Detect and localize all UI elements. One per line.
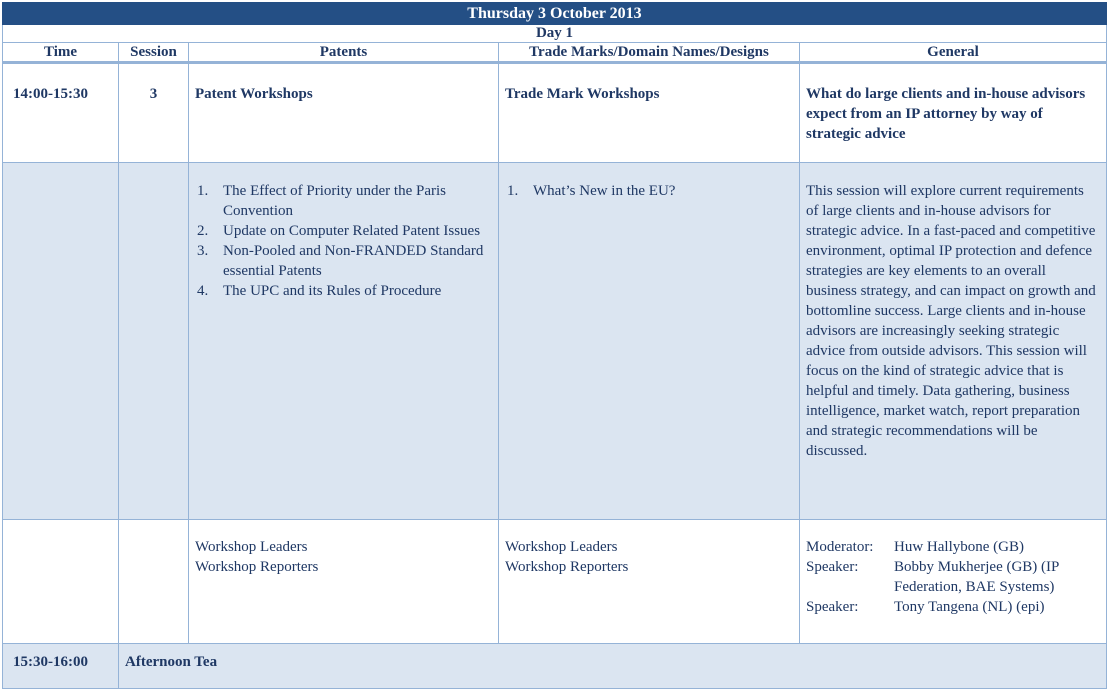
list-item: 1. What’s New in the EU? [507, 183, 676, 199]
date-header-row [3, 3, 1107, 25]
trademarks-people-cell [499, 520, 800, 644]
patent-topics-list [195, 181, 492, 301]
schedule-table [2, 2, 1107, 689]
column-header-row [3, 43, 1107, 63]
date-title: Thursday 3 October 2013 [3, 3, 1107, 25]
trademarks-title: Trade Mark Workshops [499, 63, 800, 163]
patent-topics-cell [189, 163, 499, 520]
list-item: 2. Update on Computer Related Patent Issues [197, 223, 481, 239]
people-session-empty [119, 520, 189, 644]
break-row [3, 644, 1107, 689]
day-label: Day 1 [3, 25, 1107, 43]
break-time: 15:30-16:00 [3, 644, 119, 689]
header-time: Time [3, 43, 119, 63]
detail-time-empty [3, 163, 119, 520]
break-label: Afternoon Tea [119, 644, 1107, 689]
list-item: 1. The Effect of Priority under the Paris Convention [197, 183, 446, 219]
list-item: 3. Non-Pooled and Non-FRANDED Standard essential Patents [197, 243, 484, 279]
moderator-line: Moderator: Huw Hallybone (GB) [806, 539, 1024, 555]
speaker-line: Speaker: Tony Tangena (NL) (epi) [806, 599, 1045, 615]
trademark-topics-list [505, 181, 793, 201]
header-trademarks: Trade Marks/Domain Names/Designs [499, 43, 800, 63]
general-title: What do large clients and in-house advisors expect from an IP attorney by way of strategic advice [800, 63, 1107, 163]
speaker-line: Speaker: Bobby Mukherjee (GB) (IP Federation, BAE Systems) [806, 559, 1059, 595]
workshop-reporters-label: Workshop Reporters [505, 559, 629, 575]
people-row [3, 520, 1107, 644]
general-description: This session will explore current requirements of large clients and in-house advisors for strategic advice. In a fast-paced and competitive environment, optimal IP protection and defence strategies are key elements to an overall business strategy, and can impact on growth and bottomline success. Large clients and in-house advisors are increasingly seeking strategic advice from outside advisors. This session will focus on the kind of strategic advice that is helpful and timely. Data gathering, business intelligence, market watch, report preparation and strategic recommendations will be discussed. [800, 163, 1107, 520]
trademark-topics-cell [499, 163, 800, 520]
session-detail-row [3, 163, 1107, 520]
session-time: 14:00-15:30 [3, 63, 119, 163]
list-item: 4. The UPC and its Rules of Procedure [197, 283, 442, 299]
header-general: General [800, 43, 1107, 63]
patents-people-cell [189, 520, 499, 644]
day-row [3, 25, 1107, 43]
session-title-row [3, 63, 1107, 163]
general-people-cell [800, 520, 1107, 644]
workshop-leaders-label: Workshop Leaders [195, 539, 308, 555]
people-time-empty [3, 520, 119, 644]
header-session: Session [119, 43, 189, 63]
header-patents: Patents [189, 43, 499, 63]
workshop-reporters-label: Workshop Reporters [195, 559, 319, 575]
patents-title: Patent Workshops [189, 63, 499, 163]
detail-session-empty [119, 163, 189, 520]
workshop-leaders-label: Workshop Leaders [505, 539, 618, 555]
session-number: 3 [119, 63, 189, 163]
